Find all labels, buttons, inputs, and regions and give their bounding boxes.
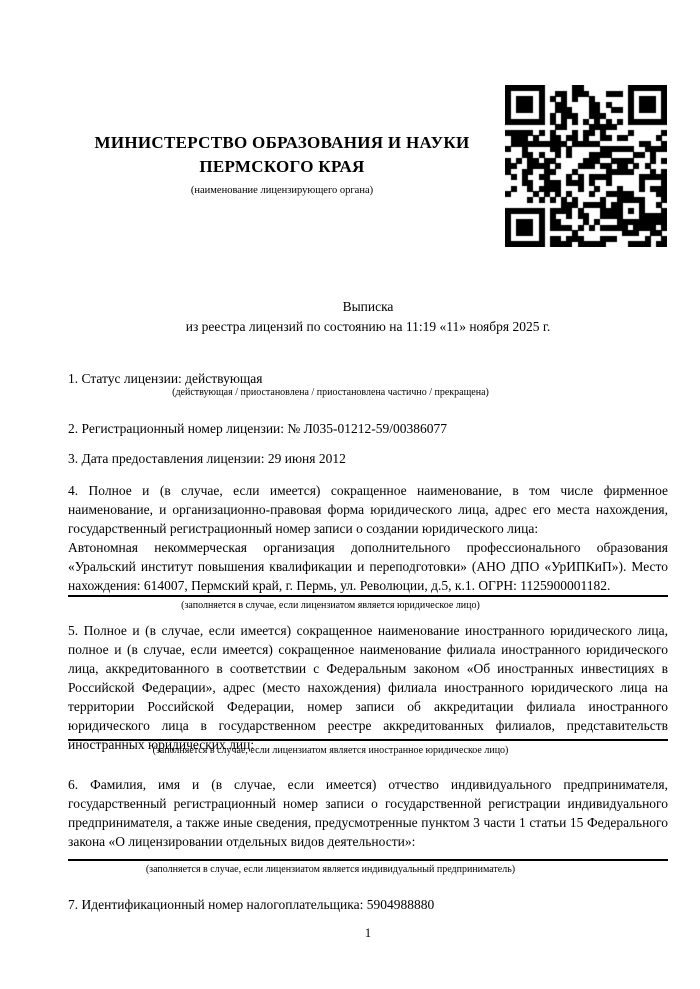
document-title: Выписка <box>342 299 394 314</box>
legal-entity-section <box>68 481 668 595</box>
entrepreneur-caption: (заполняется в случае, если лицензиатом является индивидуальный предприниматель) <box>145 864 516 875</box>
legal-entity-caption: (заполняется в случае, если лицензиатом является юридическое лицо) <box>181 600 480 611</box>
page-number: 1 <box>364 926 372 940</box>
document-title-block <box>68 297 668 337</box>
license-grant-date-line: 3. Дата предоставления лицензии: 29 июня 2012 <box>68 451 346 466</box>
ministry-name-line2: ПЕРМСКОГО КРАЯ <box>199 157 365 176</box>
entrepreneur-underline <box>68 859 668 861</box>
entrepreneur-question: 6. Фамилия, имя и (в случае, если имеется) отчество индивидуального предпринимателя, государственный регистрационный номер записи о государственной регистрации индивидуального предпринимателя, а также иные сведения, предусмотренные пунктом 3 части 1 статьи 15 Федерального закона «О лицензировании отдельных видов деятельности»: <box>68 777 668 849</box>
qr-code-container <box>505 85 667 247</box>
qr-code-icon <box>505 85 667 247</box>
legal-entity-answer: Автономная некоммерческая организация дополнительного профессионального образования «Уральский институт повышения квалификации и переподготовки» (АНО ДПО «УрИПКиП»). Место нахождения: 614007, Пермский край, г. Пермь, ул. Революции, д.5, к.1. ОГРН: 1125900001182. <box>68 540 668 593</box>
legal-entity-underline <box>68 595 668 597</box>
taxpayer-id-line: 7. Идентификационный номер налогоплательщика: 5904988880 <box>68 897 435 912</box>
foreign-entity-underline <box>68 739 668 741</box>
license-registration-number-line: 2. Регистрационный номер лицензии: № Л035-01212-59/00386077 <box>68 421 448 436</box>
foreign-entity-caption: (заполняется в случае, если лицензиатом является иностранное юридическое лицо) <box>152 745 509 756</box>
document-subtitle: из реестра лицензий по состоянию на 11:19 «11» ноября 2025 г. <box>185 319 551 334</box>
ministry-name-line1: МИНИСТЕРСТВО ОБРАЗОВАНИЯ И НАУКИ <box>94 133 470 152</box>
foreign-entity-question: 5. Полное и (в случае, если имеется) сокращенное наименование иностранного юридического лица, полное и (в случае, если имеется) сокращенное наименование филиала иностранного юридического лица, аккредитованного в соответствии с Федеральным законом «Об иностранных инвестициях в Российской Федерации», адрес (место нахождения) филиала иностранного юридического лица на территории Российской Федерации, номер записи об аккредитации филиала иностранного юридического лица в государственном реестре аккредитованных филиалов, представительств иностранных юридических лиц: <box>68 623 668 752</box>
licensing-authority-header <box>68 131 496 197</box>
license-status-options-caption: (действующая / приостановлена / приостановлена частично / прекращена) <box>172 387 489 398</box>
ministry-name-caption: (наименование лицензирующего органа) <box>190 185 374 196</box>
legal-entity-question: 4. Полное и (в случае, если имеется) сокращенное наименование, в том числе фирменное наименование, и организационно-правовая форма юридического лица, адрес его места нахождения, государственный регистрационный номер записи о создании юридического лица: <box>68 483 668 536</box>
license-status-line: 1. Статус лицензии: действующая <box>68 371 263 386</box>
